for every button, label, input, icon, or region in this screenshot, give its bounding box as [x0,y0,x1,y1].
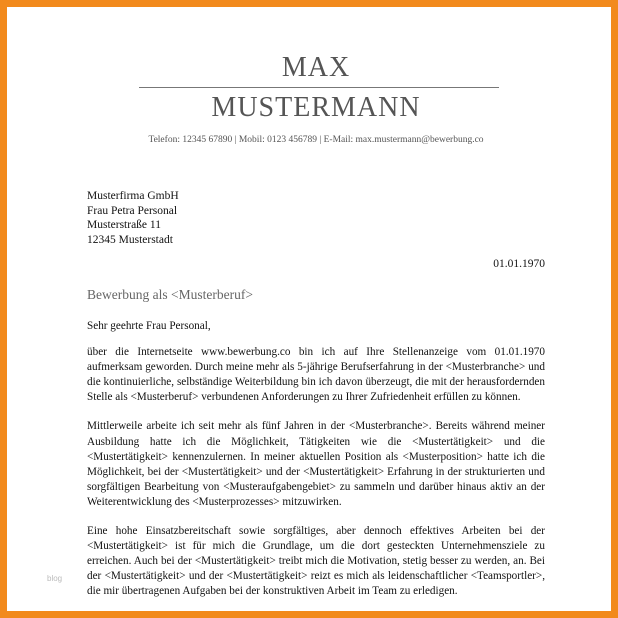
letter-body [87,319,545,614]
recipient-address [87,189,179,247]
paragraph-intro: über die Internetseite www.bewerbung.co bin ich auf Ihre Stellenanzeige vom 01.01.1970 aufmerksam geworden. Durch meine mehr als 5-jährige Berufserfahrung in der <Musterbranche> und die kontinuierliche, selbständige Weiterbildung bin ich davon überzeugt, die mit der herausfordernden Stelle als <Musterberuf> verbundenen Anforderungen zu Ihrer Zufriedenheit erfüllen zu können. [87,346,545,404]
recipient-person: Frau Petra Personal [87,204,178,217]
recipient-city: 12345 Musterstadt [87,233,173,246]
watermark-text: blog [47,574,63,583]
paragraph-experience: Mittlerweile arbeite ich seit mehr als fünf Jahren in der <Musterbranche>. Bereits während meiner Ausbildung hatte ich die Möglichkeit, Tätigkeiten wie die <Mustertätigkeit> und die <Mustertätigkeit> kennenzulernen. In meiner aktuellen Position als <Musterposition> hatte ich die Möglichkeit, bei der <Mustertätigkeit> und der <Mustertätigkeit> Erfahrung in der strukturierten und sorgfältigen Bearbeitung von <Musteraufgabengebiet> zu sammeln und darüber hinaus aktiv an der Weiterentwicklung des <Musterprozesses> mitzuwirken. [87,420,545,508]
letter-date: 01.01.1970 [493,258,545,270]
paragraph-motivation: Eine hohe Einsatzbereitschaft sowie sorgfältiges, aber dennoch effektives Arbeiten bei der <Mustertätigkeit> ist für mich die Grundlage, um die dort gesteckten Unternehmensziele zu erreichen. Auch bei der <Mustertätigkeit> treibt mich die Motivation, stetig besser zu werden, an. Bei der <Mustertätigkeit> und der <Mustertätigkeit> reizt es mich als leidenschaftlicher <Teamsportler>, die mir übertragenen Aufgaben bei der konstruktiven Arbeit im Team zu erledigen. [87,525,545,598]
applicant-last-name: MUSTERMANN [211,92,421,123]
recipient-company: Musterfirma GmbH [87,190,179,202]
name-divider [139,87,499,88]
letter-page [14,14,618,618]
recipient-street: Musterstraße 11 [87,219,161,231]
salutation: Sehr geehrte Frau Personal, [87,320,211,332]
letter-subject: Bewerbung als <Musterberuf> [87,287,253,302]
applicant-first-name: MAX [281,52,351,83]
contact-line: Telefon: 12345 67890 | Mobil: 0123 456789 | E-Mail: max.mustermann@bewerbung.co [148,135,484,145]
